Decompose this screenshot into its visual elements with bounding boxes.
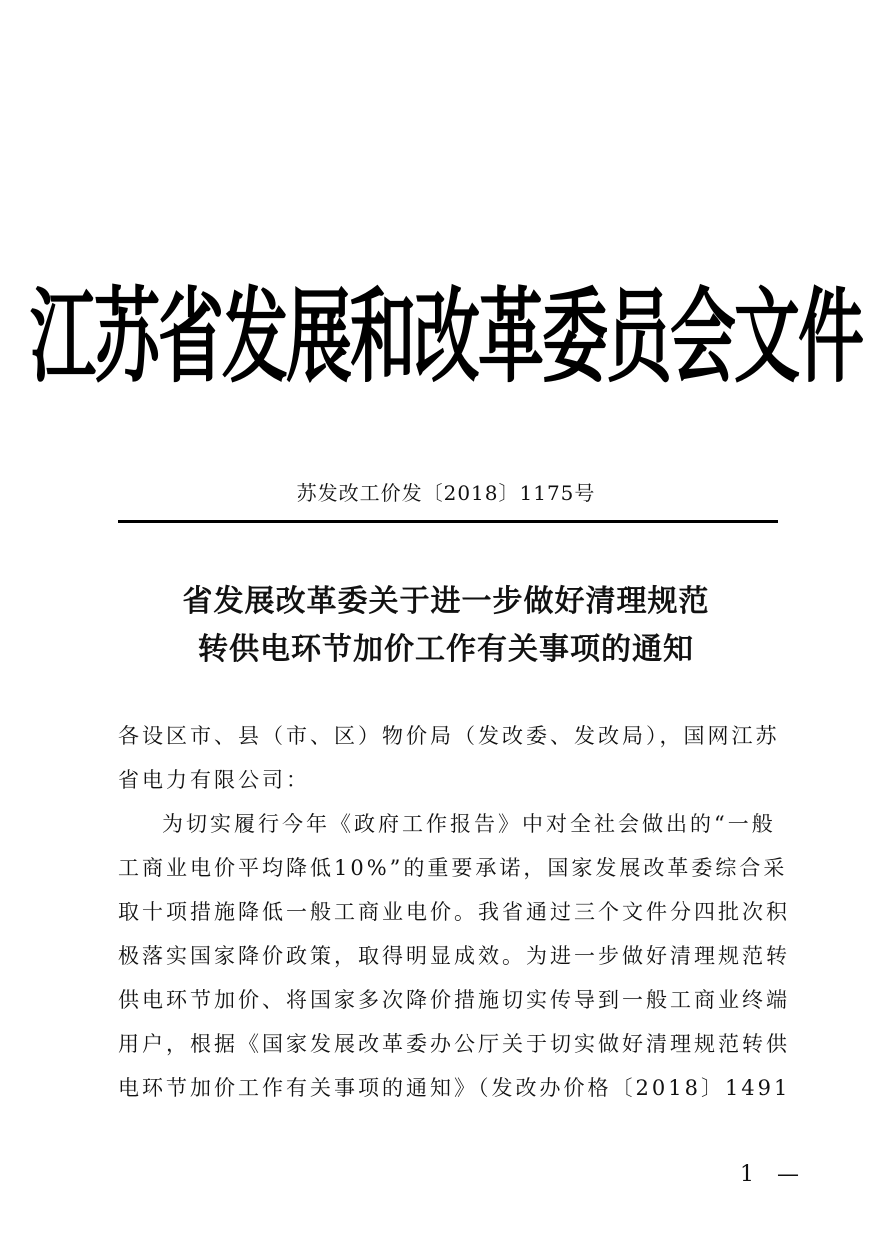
paragraph-line: 用户，根据《国家发展改革委办公厅关于切实做好清理规范转供 [118, 1032, 790, 1056]
paragraph-line: 取十项措施降低一般工商业电价。我省通过三个文件分四批次积 [118, 900, 790, 924]
addressee-line-1: 各设区市、县（市、区）物价局（发改委、发改局），国网江苏 [118, 724, 780, 748]
page-number: 1 — [740, 1162, 807, 1187]
addressee-line-2: 省电力有限公司： [118, 768, 310, 792]
notice-title-line-2: 转供电环节加价工作有关事项的通知 [198, 632, 694, 667]
paragraph-line: 工商业电价平均降低10%”的重要承诺，国家发展改革委综合采 [118, 856, 788, 880]
issuer-title: 江苏省发展和改革委员会文件 [30, 277, 862, 397]
paragraph-line: 极落实国家降价政策，取得明显成效。为进一步做好清理规范转 [118, 944, 790, 968]
body-text [118, 714, 794, 1110]
notice-title-line-1: 省发展改革委关于进一步做好清理规范 [182, 584, 710, 619]
header-divider [118, 520, 778, 523]
paragraph-line: 为切实履行今年《政府工作报告》中对全社会做出的“一般 [162, 812, 776, 836]
document-number: 苏发改工价发〔2018〕1175号 [296, 481, 596, 505]
paragraph-line: 供电环节加价、将国家多次降价措施切实传导到一般工商业终端 [118, 988, 790, 1012]
paragraph-line: 电环节加价工作有关事项的通知》（发改办价格〔2018〕1491 [118, 1076, 791, 1100]
notice-title [0, 578, 892, 674]
